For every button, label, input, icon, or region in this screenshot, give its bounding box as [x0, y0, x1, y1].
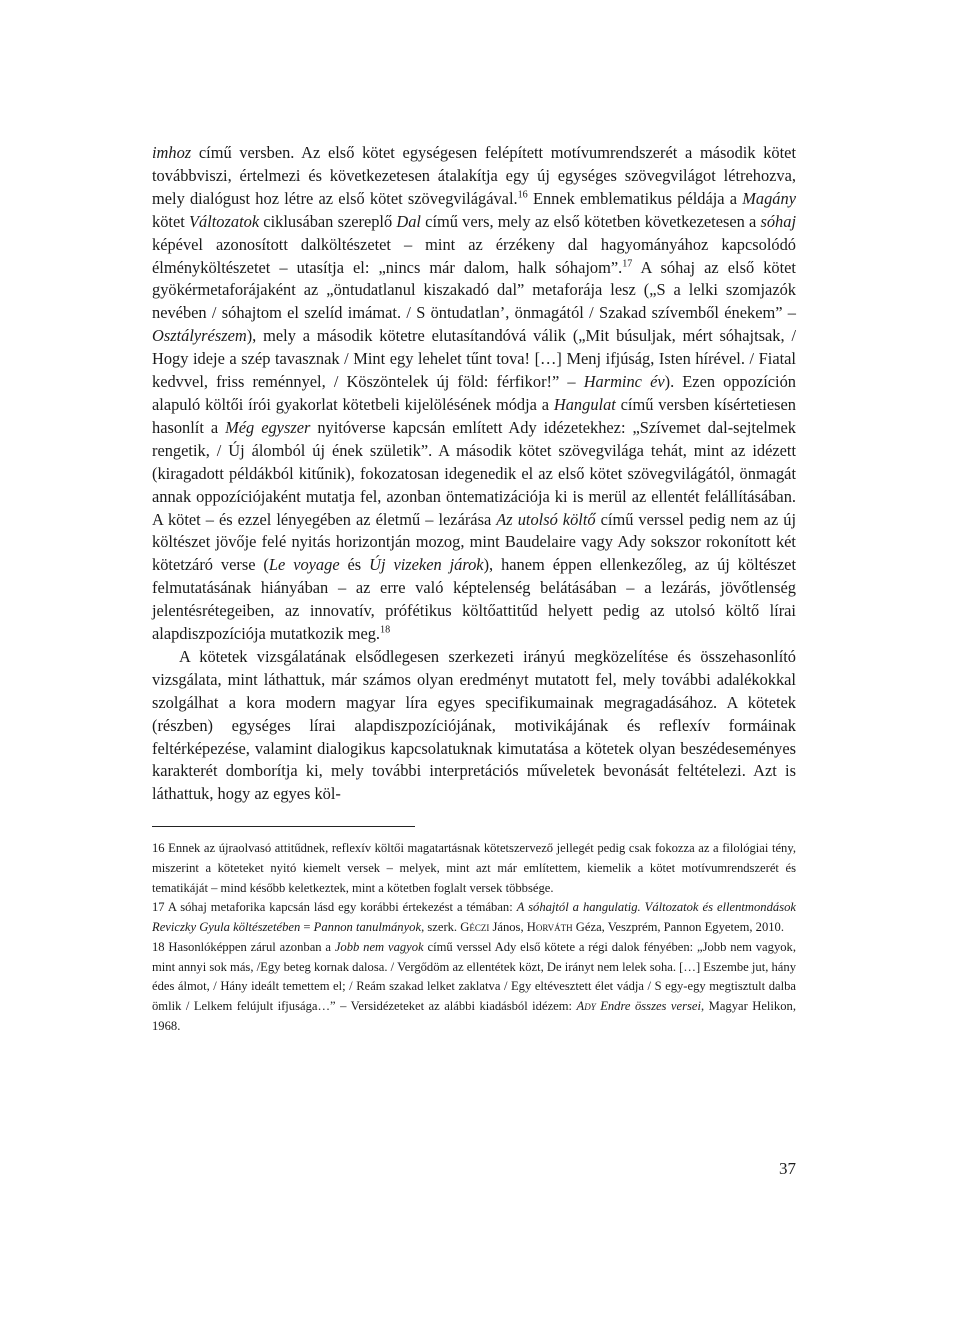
title-italic: Új vizeken járok [369, 555, 484, 575]
page-text [152, 142, 796, 1036]
footnote-number: 17 [152, 900, 165, 915]
footnote-number: 16 [152, 841, 165, 856]
title-italic: Le voyage [268, 555, 340, 575]
title-italic: imhoz [152, 143, 192, 162]
title-italic: Hangulat [553, 394, 616, 414]
footnote-18: 18 Hasonlóképpen zárul azonban a Jobb nem vagyok című verssel Ady első kötete a régi dalok fényében: „Jobb nem vagyok, mint annyi sok más, /Egy beteg kornak dalosa. / Vergődöm az ellentétek közt, De irányt nem lelek soha. […] Eszembe jut, hány édes álmot, / Hány ideált temettem el; / Reám szakad lelket zaklatva / Egy eltévesztett élet vádja / S egy-egy megtisztult dalba ömlik / Lelkem felújult ifjusága…” – Versidézeteket az alábbi kiadásból idézem: Ady Endre összes versei, Magyar Helikon, 1968. [152, 939, 796, 1033]
footnote-ref-16[interactable]: 16 [517, 189, 528, 201]
footnote-17: 17 A sóhaj metaforika kapcsán lásd egy korábbi értekezést a témában: A sóhajtól a hangulatig. Változatok és ellentmondások Reviczky Gyula költészetében = Pannon tanulmányok, szerk. Géczi János, Horváth Géza, Veszprém, Pannon Egyetem, 2010. [152, 900, 796, 935]
footnote-number: 18 [152, 939, 165, 954]
footnote-16: 16 Ennek az újraolvasó attitűdnek, reflexív költői magatartásnak kötetszervező jellegét pedig csak fokozza az a filológiai tény, miszerint a köteteket nyitó kiemelt versek – melyek, mint azt már említettem, kiemelik a kötet motívumrendszerét és tematikáját – mind később keletkeztek, mint a kötetben foglalt versek többsége. [152, 841, 796, 895]
title-italic: Osztályrészem [152, 326, 247, 346]
paragraph-2: A kötetek vizsgálatának elsődlegesen szerkezeti irányú megközelítése és összehasonlító vizsgálata, mint láthattuk, már számos olyan eredményt mutatott fel, mely további adalékokkal szolgálhat a kora modern magyar líra egyes specifikumainak megragadásához. A kötetek (részben) egységes lírai alapdiszpozíciójának, motivikájának és reflexív formáinak feltérképezése, valamint dialogikus kapcsolatuknak kimutatása a kötetek olyan beszédeseményes karakterét domborítja ki, mely további interpretációs műveletek bevonását feltételezi. Azt is láthattuk, hogy az egyes köl- [152, 646, 796, 804]
footnote-divider [152, 826, 415, 827]
main-text [152, 142, 796, 806]
term-italic: sóhaj [760, 211, 797, 231]
title-italic: Dal [396, 211, 421, 231]
title-italic: Magány [742, 188, 796, 208]
title-italic: Az utolsó költő [496, 509, 596, 529]
author-surname: Géczi [460, 920, 490, 935]
paragraph-1: imhoz című versben. Az első kötet egységesen felépített motívumrendszerét a második kötet továbbviszi, értelmezi és következetesen átalakítja egy új egységes szövegvilágot létrehozva, mely dialógust hoz létre az első kötet szövegvilágával.$^{16}$ Ennek emblematikus példája a Magány kötet Változatok ciklusában szereplő Dal című vers, mely az első kötetben következetesen a sóhaj képével azonosított dalköltészetet – mint az érzékeny dal hagyományához kapcsolódó élményköltészetet – utasítja el: „nincs már dalom, halk sóhajom”.$^{17}$ A sóhaj az első kötet gyökérmetaforájaként az „öntudatlanul kiszakadó dal” metaforája lesz („S a lelki szomjazók nevében / sóhajtom el szelíd imámat. / S öntudatlan’, önmagától / Szakad szívemből énekem” – Osztályrészem), mely a második kötetre elutasítandóvá válik („Mit búsuljak, mért sóhajtsak, / Hogy ideje a szép tavasznak / Mint egy lehelet tűnt tova! […] Menj ifjúság, Isten hírével. / Fiatal kedvvel, friss reménnyel, / Köszöntelek új föld: férfikor!” – Harminc év). Ezen oppozíción alapuló költői írói gyakorlat kötetbeli kijelölésének módja a Hangulat című versben kísértetiesen hasonlít a Még egyszer nyitóverse kapcsán említett Ady idézetekhez: „Szívemet dal-sejtelmek rengetik, / Új álomból új ének születik”. A második kötet szövegvilága tehát, mint az idézett (kiragadott példákból kitűnik), fokozatosan idegenedik el az első kötet szövegvilágától, önmagát annak oppozíciójaként mutatja fel, azonban öntematizációja ki is merül az ellentét felállításában. A kötet – és ezzel lényegében az életmű – lezárása Az utolsó költő című verssel pedig nem az új költészet jövője felé nyitás horizontján mozog, mint Baudelaire vagy Ady sokszor rokonított két kötetzáró verse (Le voyage és Új vizeken járok), hanem éppen ellenkezőleg, az új költészet felmutatásának hiányában – az erre való képtelenség belátásában – a lezárás, jövőtlenség jelentésrétegeiben, az innovatív, prófétikus költőattitűd helyett pedig az utolsó költő lírai alapdiszpozíciója mutatkozik meg.$^{18}$ [152, 143, 797, 644]
title-italic: Változatok [188, 211, 260, 231]
author-surname: Ady [576, 998, 596, 1013]
title-italic: Harminc év [583, 372, 665, 392]
footnote-ref-18[interactable]: 18 [380, 624, 391, 636]
author-surname: Horváth [526, 920, 573, 935]
footnote-ref-17[interactable]: 17 [622, 258, 633, 270]
page-number: 37 [779, 1159, 796, 1178]
title-italic: Még egyszer [225, 417, 311, 437]
footnotes [152, 839, 796, 1036]
